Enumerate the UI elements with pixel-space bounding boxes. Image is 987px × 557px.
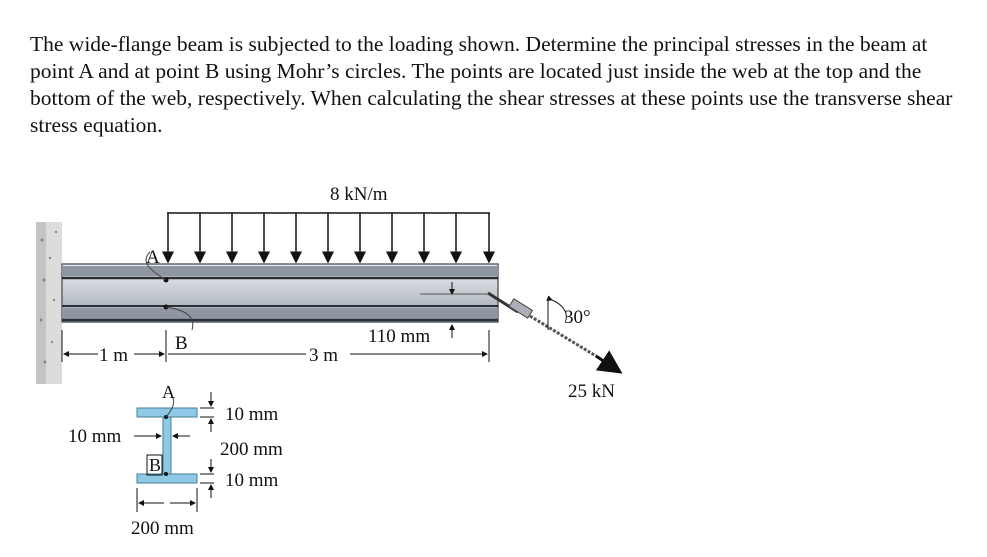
- dim-1m: 1 m: [99, 345, 129, 366]
- dim-web-height: 200 mm: [220, 439, 283, 460]
- applied-force: [488, 293, 620, 402]
- dimensions: [62, 325, 489, 366]
- load-label: 8 kN/m: [330, 184, 388, 205]
- beam: [62, 264, 498, 322]
- dim-110mm: 110 mm: [368, 326, 431, 347]
- dim-flange-top: 10 mm: [225, 404, 279, 425]
- dim-3m: 3 m: [309, 345, 339, 366]
- problem-statement: The wide-flange beam is subjected to the loading shown. Determine the principal stresses in the beam at point A and at point B using Mohr’s circles. The points are located just inside the web at the top and the bottom of the web, respectively. When calculating the shear stresses at these points use the transverse shear stress equation.: [30, 32, 953, 137]
- point-a-label: A: [146, 247, 160, 268]
- section-point-b: B: [149, 455, 162, 475]
- point-b-label: B: [175, 333, 188, 354]
- force-label: 25 kN: [568, 381, 615, 402]
- fixed-wall: [36, 222, 62, 384]
- dim-flange-bottom: 10 mm: [225, 470, 279, 491]
- distributed-load: [167, 184, 490, 262]
- dim-flange-width: 200 mm: [131, 518, 194, 539]
- dim-web-thickness: 10 mm: [68, 426, 122, 447]
- section-point-a: A: [162, 382, 175, 402]
- angle-label: 30°: [564, 307, 591, 328]
- cross-section: [68, 382, 283, 539]
